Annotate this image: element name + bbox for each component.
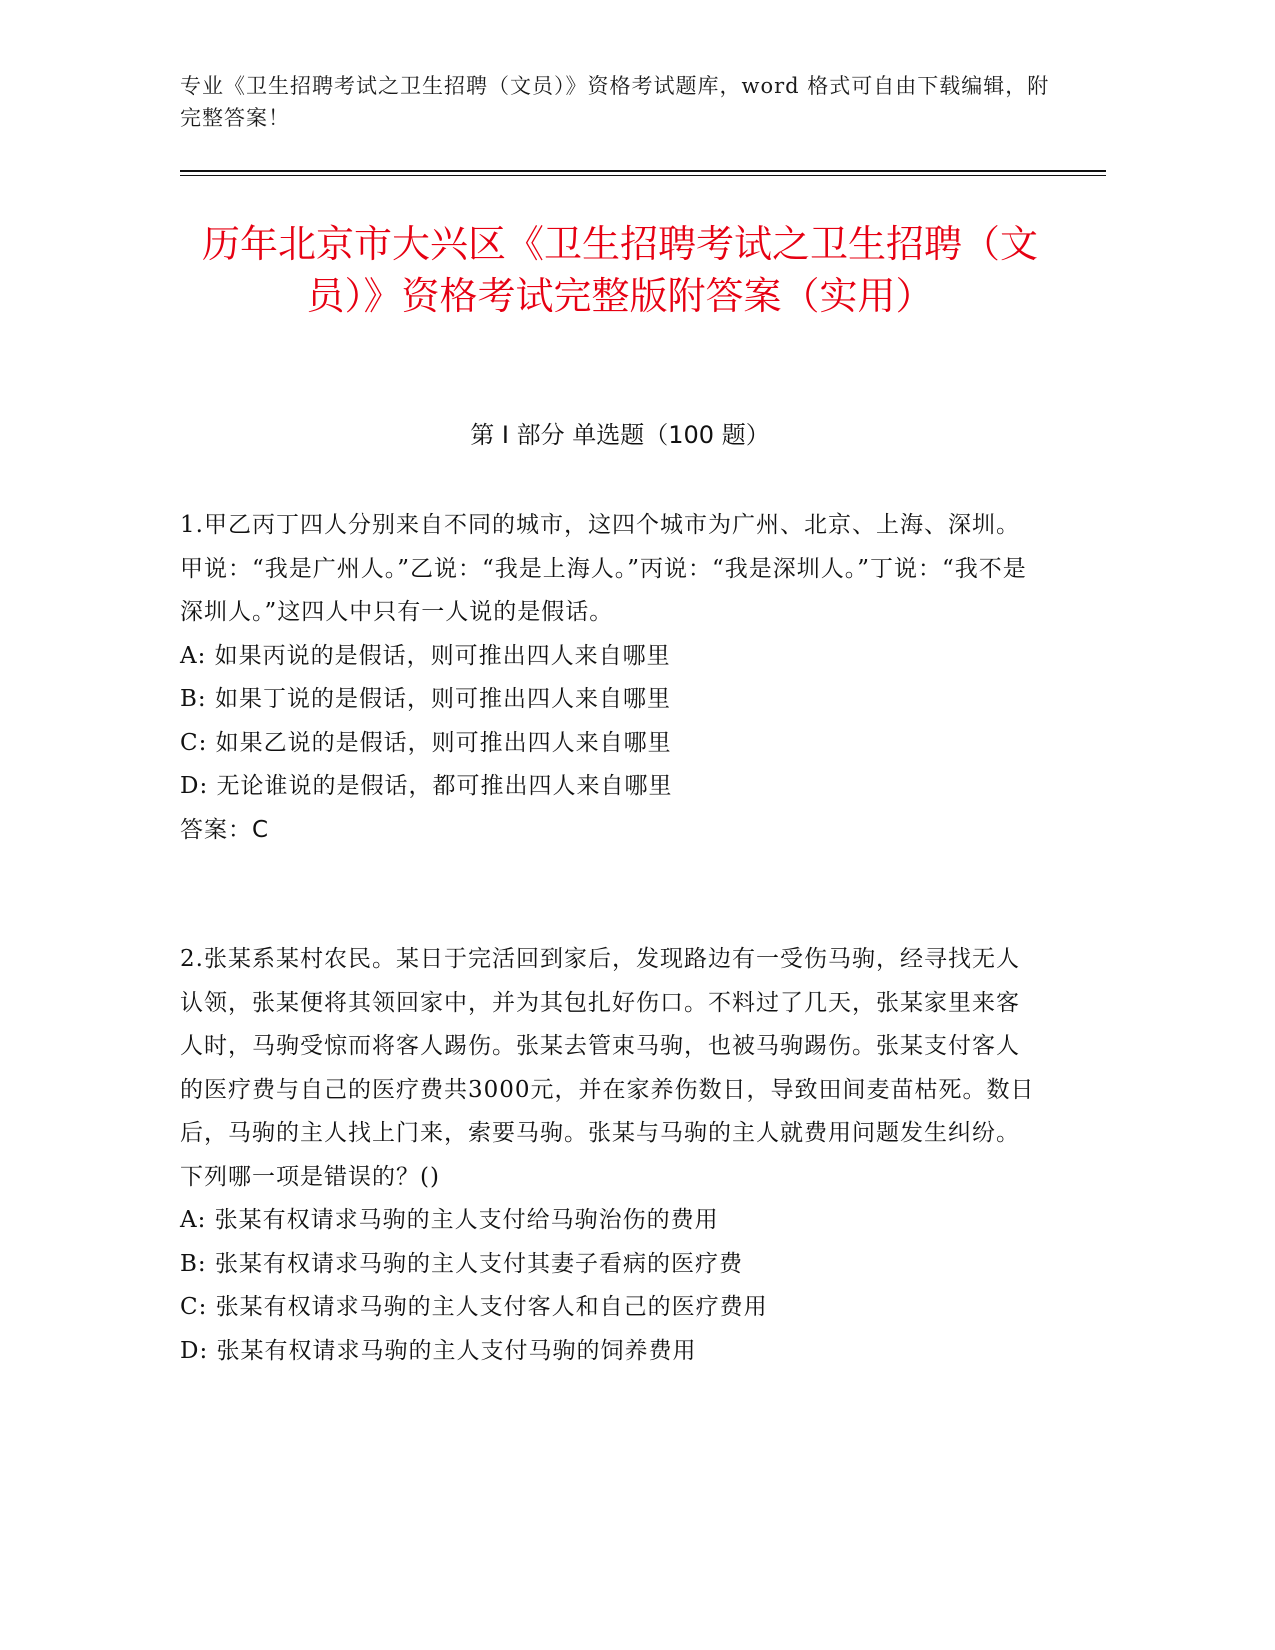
- answer-line: 答案：C: [180, 816, 270, 843]
- question-stem: 2.张某系某村农民。某日于完活回到家后，发现路边有一受伤马驹，经寻找无人认领，张某便将其领回家中，并为其包扎好伤口。不料过了几天，张某家里来客人时，马驹受惊而将客人踢伤。张某去管束马驹，也被马驹踢伤。张某支付客人的医疗费与自己的医疗费共3000元，并在家养伤数日，导致田间麦苗枯死。数日后，马驹的主人找上门来，索要马驹。张某与马驹的主人就费用问题发生纠纷。下列哪一项是错误的？(): [180, 946, 1035, 1190]
- question-2: [180, 938, 1040, 1373]
- question-stem: 1.甲乙丙丁四人分别来自不同的城市，这四个城市为广州、北京、上海、深圳。甲说：“我是广州人。”乙说：“我是上海人。”丙说：“我是深圳人。”丁说：“我不是深圳人。”这四人中只有一人说的是假话。: [180, 512, 1027, 625]
- document-title: 历年北京市大兴区《卫生招聘考试之卫生招聘（文员）》资格考试完整版附答案（实用）: [201, 222, 1038, 318]
- header-note: 专业《卫生招聘考试之卫生招聘（文员）》资格考试题库，word 格式可自由下载编辑，附完整答案！: [180, 74, 1050, 130]
- option-c: C: 如果乙说的是假话，则可推出四人来自哪里: [180, 729, 672, 756]
- option-a: A: 如果丙说的是假话，则可推出四人来自哪里: [180, 642, 671, 669]
- option-b: B: 如果丁说的是假话，则可推出四人来自哪里: [180, 686, 671, 712]
- option-a: A: 张某有权请求马驹的主人支付给马驹治伤的费用: [180, 1207, 719, 1233]
- option-d: D: 无论谁说的是假话，都可推出四人来自哪里: [180, 773, 673, 799]
- option-b: B: 张某有权请求马驹的主人支付其妻子看病的医疗费: [180, 1250, 743, 1277]
- section-heading: 第 I 部分 单选题（100 题）: [470, 421, 770, 449]
- option-d: D: 张某有权请求马驹的主人支付马驹的饲养费用: [180, 1337, 697, 1364]
- header-divider-thick: [180, 170, 1106, 172]
- header-divider-thin: [180, 175, 1106, 176]
- question-1: [180, 504, 1040, 852]
- option-c: C: 张某有权请求马驹的主人支付客人和自己的医疗费用: [180, 1294, 768, 1320]
